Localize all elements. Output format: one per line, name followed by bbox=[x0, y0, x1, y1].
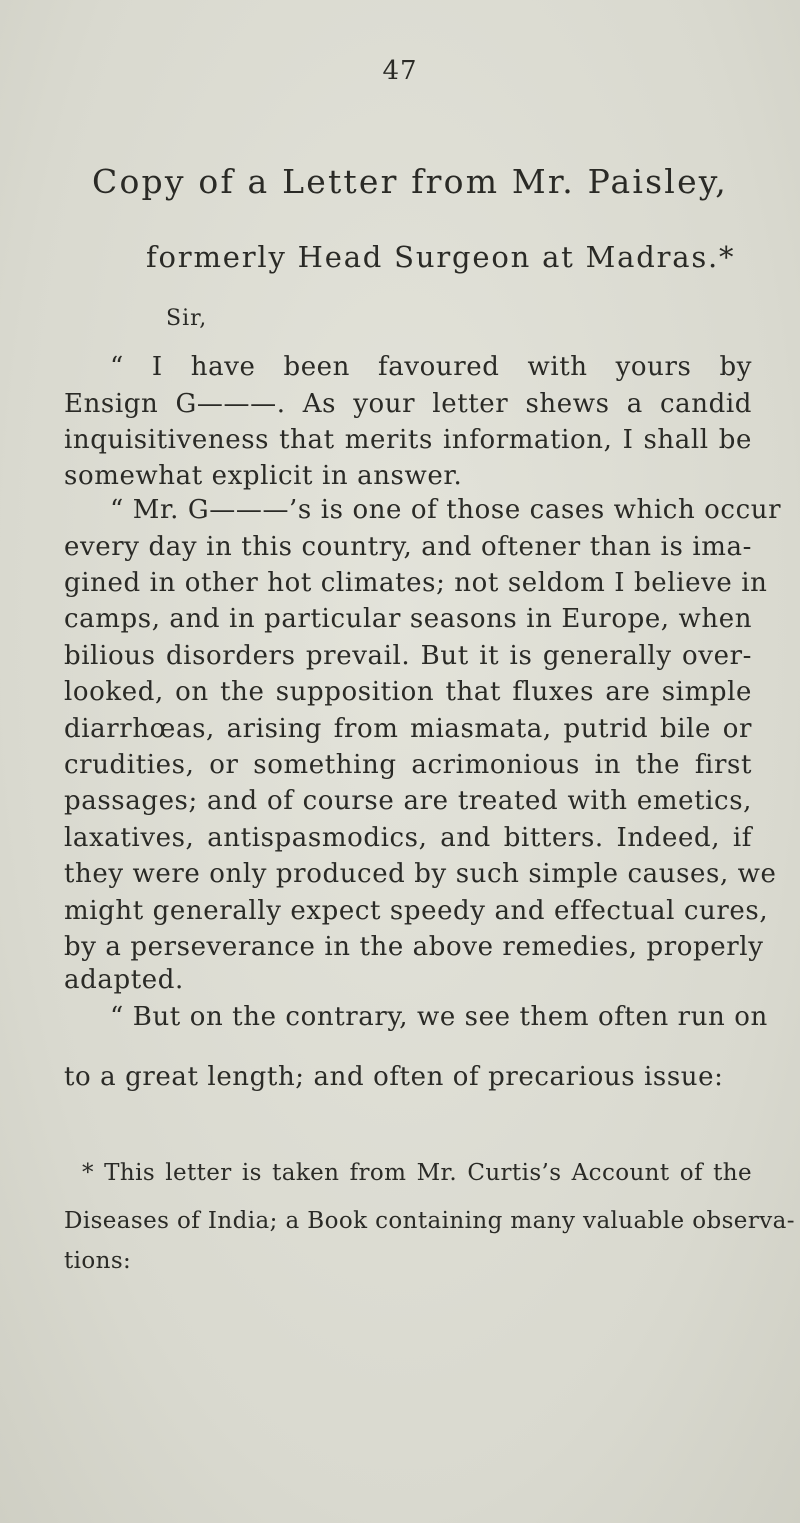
body-line: every day in this country, and oftener than is ima- bbox=[64, 532, 752, 562]
body-line: gined in other hot climates; not seldom I believe in bbox=[64, 568, 768, 598]
body-line: crudities, or something acrimonious in the first bbox=[64, 750, 752, 781]
footnote-line: * This letter is taken from Mr. Curtis’s Account of the bbox=[82, 1160, 752, 1186]
footnote-line: tions: bbox=[64, 1248, 132, 1274]
body-line: “ Mr. G———’s is one of those cases which occur bbox=[110, 494, 782, 525]
footnote-line: Diseases of India; a Book containing many valuable observa- bbox=[64, 1208, 795, 1234]
body-line: laxatives, antispasmodics, and bitters. Indeed, if bbox=[64, 823, 752, 853]
body-line: might generally expect speedy and effectual cures, bbox=[64, 895, 769, 926]
body-line: Ensign G———. As your letter shews a candid bbox=[64, 388, 752, 419]
salutation: Sir, bbox=[166, 306, 208, 331]
body-line: adapted. bbox=[64, 965, 184, 996]
body-line: inquisitiveness that merits information, I shall be bbox=[64, 424, 752, 455]
body-line: bilious disorders prevail. But it is generally over- bbox=[64, 640, 752, 671]
body-line: looked, on the supposition that fluxes are simple bbox=[64, 677, 752, 708]
body-line: by a perseverance in the above remedies, properly bbox=[64, 932, 764, 963]
body-line: “ I have been favoured with yours by bbox=[110, 352, 752, 382]
body-line: “ But on the contrary, we see them often run on bbox=[110, 1002, 768, 1032]
page-number: 47 bbox=[382, 56, 418, 86]
letter-title-line-2: formerly Head Surgeon at Madras.* bbox=[146, 240, 736, 274]
body-line: somewhat explicit in answer. bbox=[64, 460, 463, 491]
body-line: they were only produced by such simple causes, we bbox=[64, 859, 777, 889]
body-line: to a great length; and often of precarious issue: bbox=[64, 1062, 724, 1092]
body-line: camps, and in particular seasons in Europe, when bbox=[64, 604, 753, 634]
body-line: passages; and of course are treated with emetics, bbox=[64, 786, 752, 817]
body-line: diarrhœas, arising from miasmata, putrid bile or bbox=[64, 713, 752, 744]
letter-title-line-1: Copy of a Letter from Mr. Paisley, bbox=[92, 162, 728, 201]
